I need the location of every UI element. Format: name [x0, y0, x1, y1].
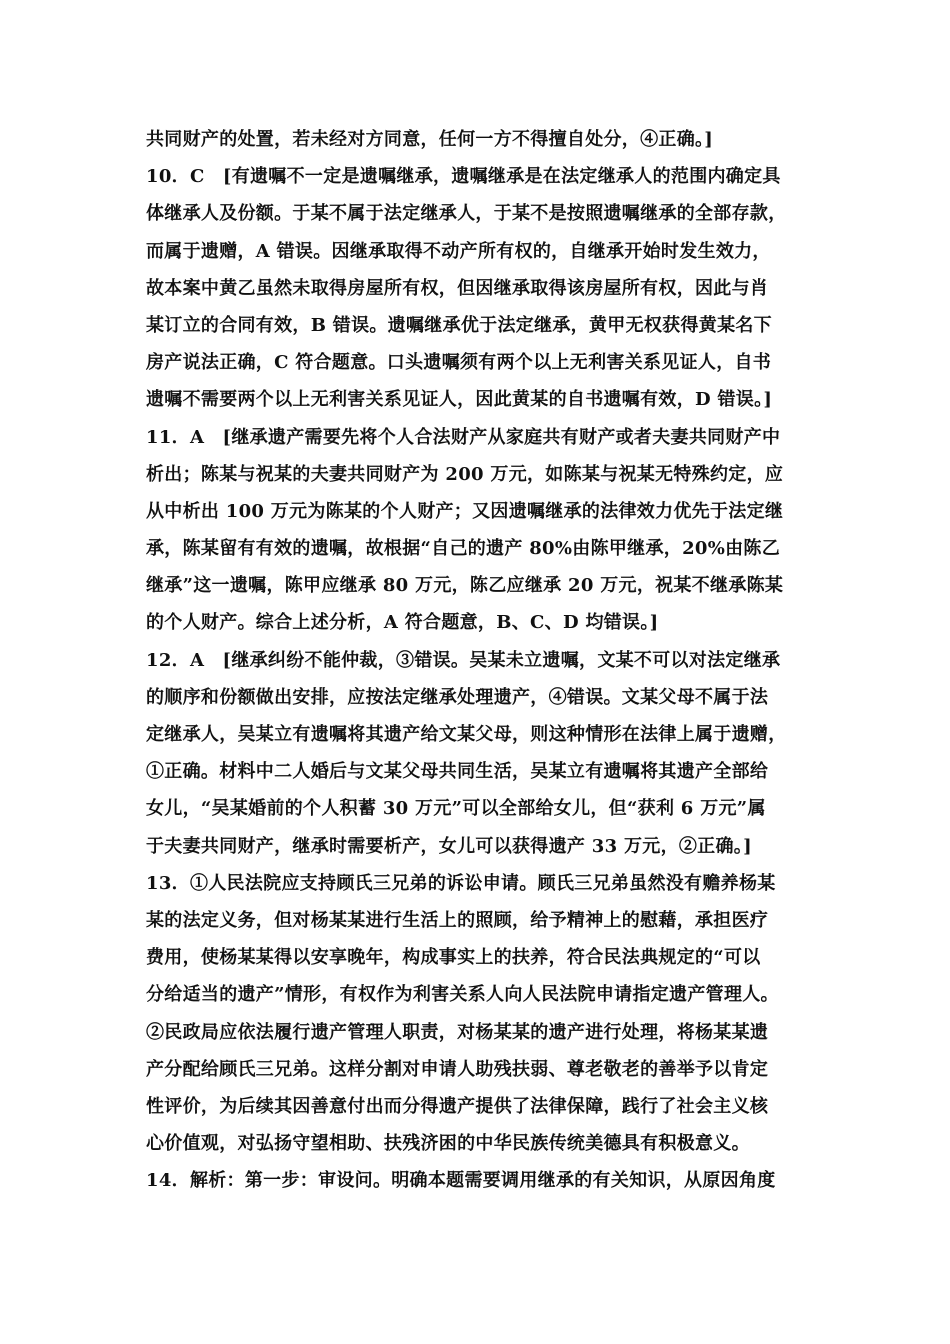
text-line: 的个人财产。综合上述分析，A 符合题意，B、C、D 均错误。]: [146, 612, 659, 634]
text-line: 于夫妻共同财产，继承时需要析产，女儿可以获得遗产 33 万元，②正确。]: [146, 835, 752, 857]
text-line: 承，陈某留有有效的遗嘱，故根据“自己的遗产 80%由陈甲继承，20%由陈乙: [146, 538, 781, 560]
text-line: 12．A [继承纠纷不能仲裁，③错误。吴某未立遗嘱，文某不可以对法定继承: [146, 649, 781, 671]
text-line: 共同财产的处置，若未经对方同意，任何一方不得擅自处分，④正确。]: [146, 129, 714, 150]
text-line: 10．C [有遗嘱不一定是遗嘱继承，遗嘱继承是在法定继承人的范围内确定具: [146, 166, 781, 188]
text-line: 13．①人民法院应支持顾氏三兄弟的诉讼申请。顾氏三兄弟虽然没有赡养杨某: [146, 872, 776, 894]
text-line: 心价值观，对弘扬守望相助、扶残济困的中华民族传统美德具有积极意义。: [146, 1133, 750, 1155]
text-line: 性评价，为后续其因善意付出而分得遗产提供了法律保障，践行了社会主义核: [146, 1095, 769, 1117]
text-line: 11．A [继承遗产需要先将个人合法财产从家庭共有财产或者夫妻共同财产中: [146, 426, 781, 448]
text-line: 从中析出 100 万元为陈某的个人财产；又因遗嘱继承的法律效力优先于法定继: [146, 500, 784, 522]
text-line: 14．解析：第一步：审设问。明确本题需要调用继承的有关知识，从原因角度: [146, 1170, 776, 1192]
text-line: 定继承人，吴某立有遗嘱将其遗产给文某父母，则这种情形在法律上属于遗赠，: [146, 724, 787, 745]
text-line: 费用，使杨某某得以安享晚年，构成事实上的扶养，符合民法典规定的“可以: [146, 947, 761, 969]
text-line: 房产说法正确，C 符合题意。口头遗嘱须有两个以上无利害关系见证人，自书: [146, 352, 772, 374]
text-line: 故本案中黄乙虽然未取得房屋所有权，但因继承取得该房屋所有权，因此与肖: [146, 277, 769, 299]
text-line: 分给适当的遗产”情形，有权作为利害关系人向人民法院申请指定遗产管理人。: [146, 984, 779, 1006]
text-line: 遗嘱不需要两个以上无利害关系见证人，因此黄某的自书遗嘱有效，D 错误。]: [146, 389, 773, 411]
text-line: ①正确。材料中二人婚后与文某父母共同生活，吴某立有遗嘱将其遗产全部给: [146, 761, 769, 783]
answer-text-block: [146, 121, 822, 1199]
text-line: 的顺序和份额做出安排，应按法定继承处理遗产，④错误。文某父母不属于法: [146, 686, 769, 708]
text-line: 某订立的合同有效，B 错误。遗嘱继承优于法定继承，黄甲无权获得黄某名下: [146, 314, 772, 336]
text-line: 女儿，“吴某婚前的个人积蓄 30 万元”可以全部给女儿，但“获利 6 万元”属: [146, 798, 766, 820]
text-line: ②民政局应依法履行遗产管理人职责，对杨某某的遗产进行处理，将杨某某遗: [146, 1021, 769, 1043]
text-line: 产分配给顾氏三兄弟。这样分割对申请人助残扶弱、尊老敬老的善举予以肯定: [146, 1058, 769, 1080]
text-line: 某的法定义务，但对杨某某进行生活上的照顾，给予精神上的慰藉，承担医疗: [146, 909, 769, 931]
text-line: 体继承人及份额。于某不属于法定继承人，于某不是按照遗嘱继承的全部存款，: [146, 203, 787, 225]
text-line: 继承”这一遗嘱，陈甲应继承 80 万元，陈乙应继承 20 万元，祝某不继承陈某: [146, 575, 784, 597]
text-line: 而属于遗赠，A 错误。因继承取得不动产所有权的，自继承开始时发生效力，: [146, 240, 771, 262]
text-line: 析出；陈某与祝某的夫妻共同财产为 200 万元，如陈某与祝某无特殊约定，应: [146, 463, 784, 485]
